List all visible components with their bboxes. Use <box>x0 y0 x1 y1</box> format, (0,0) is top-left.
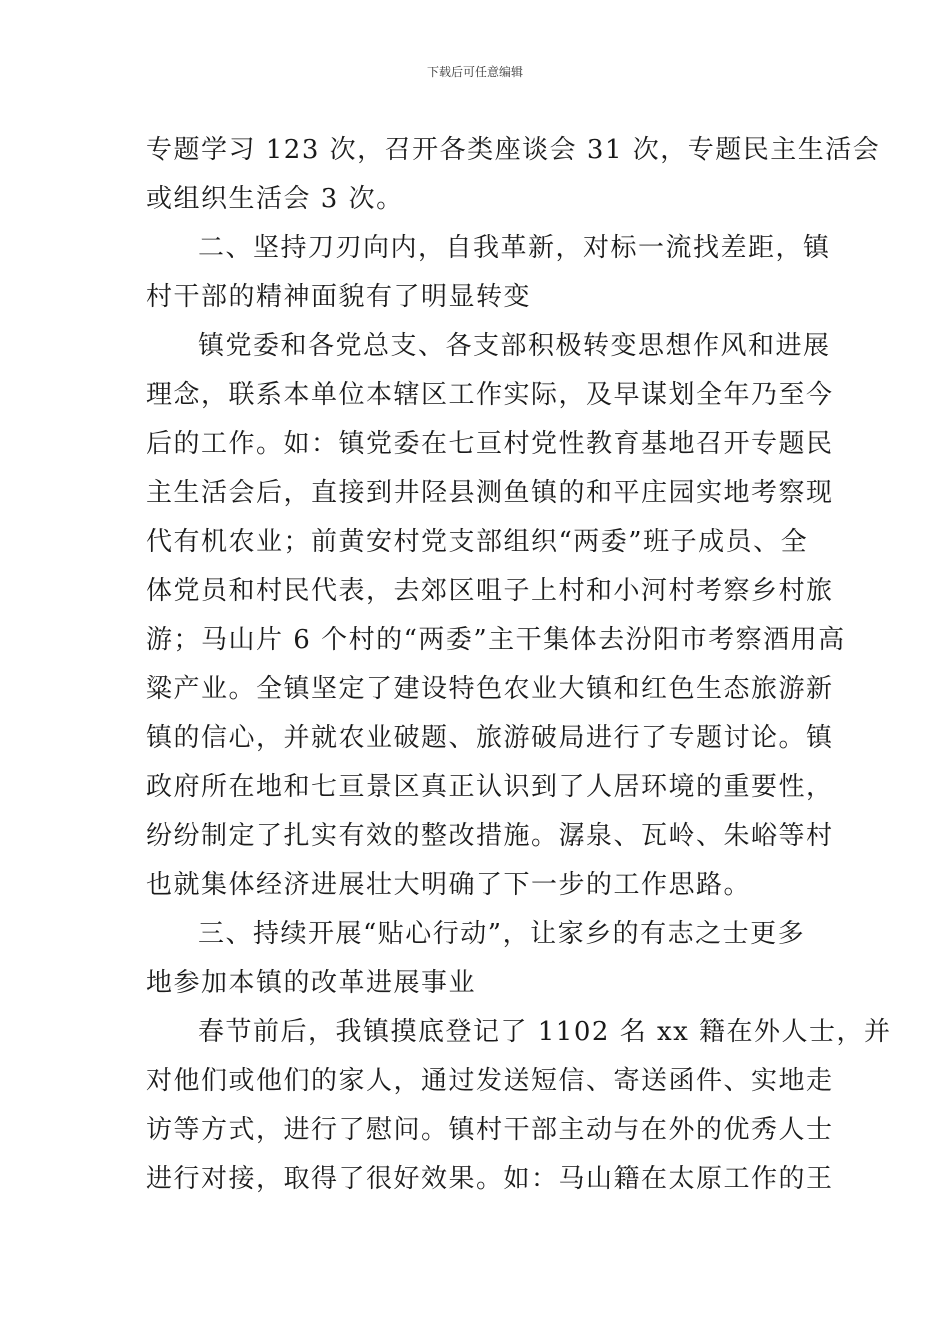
paragraph-line: 主生活会后，直接到井陉县测鱼镇的和平庄园实地考察现 <box>146 478 834 508</box>
paragraph-line: 镇的信心，并就农业破题、旅游破局进行了专题讨论。镇 <box>146 723 834 753</box>
paragraph-line: 纷纷制定了扎实有效的整改措施。潺泉、瓦岭、朱峪等村 <box>146 821 834 851</box>
paragraph-line: 专题学习 123 次，召开各类座谈会 31 次，专题民主生活会 <box>146 135 881 165</box>
paragraph-line: 代有机农业；前黄安村党支部组织“两委”班子成员、全 <box>146 527 809 557</box>
section-heading-line: 二、坚持刀刃向内，自我革新，对标一流找差距，镇 <box>198 233 831 263</box>
paragraph-line: 游；马山片 6 个村的“两委”主干集体去汾阳市考察酒用高 <box>146 625 846 655</box>
paragraph-line: 政府所在地和七亘景区真正认识到了人居环境的重要性， <box>146 772 834 802</box>
page-header: 下载后可任意编辑 <box>426 65 523 79</box>
paragraph-line: 镇党委和各党总支、各支部积极转变思想作风和进展 <box>198 331 831 361</box>
paragraph-line: 理念，联系本单位本辖区工作实际，及早谋划全年乃至今 <box>146 380 834 410</box>
paragraph-line: 粱产业。全镇坚定了建设特色农业大镇和红色生态旅游新 <box>146 674 834 704</box>
document-body <box>146 126 892 1204</box>
section-heading-line: 三、持续开展“贴心行动”，让家乡的有志之士更多 <box>198 919 806 949</box>
paragraph-line: 春节前后，我镇摸底登记了 1102 名 xx 籍在外人士，并 <box>198 1017 892 1047</box>
section-heading-line: 地参加本镇的改革进展事业 <box>146 968 477 998</box>
paragraph-line: 或组织生活会 3 次。 <box>146 184 404 214</box>
paragraph-line: 进行对接，取得了很好效果。如：马山籍在太原工作的王 <box>146 1164 834 1194</box>
paragraph-line: 对他们或他们的家人，通过发送短信、寄送函件、实地走 <box>146 1066 834 1096</box>
paragraph-line: 体党员和村民代表，去郊区咀子上村和小河村考察乡村旅 <box>146 576 834 606</box>
paragraph-line: 访等方式，进行了慰问。镇村干部主动与在外的优秀人士 <box>146 1115 834 1145</box>
section-heading-line: 村干部的精神面貌有了明显转变 <box>146 282 532 312</box>
paragraph-line: 也就集体经济进展壮大明确了下一步的工作思路。 <box>146 870 752 900</box>
paragraph-line: 后的工作。如：镇党委在七亘村党性教育基地召开专题民 <box>146 429 834 459</box>
